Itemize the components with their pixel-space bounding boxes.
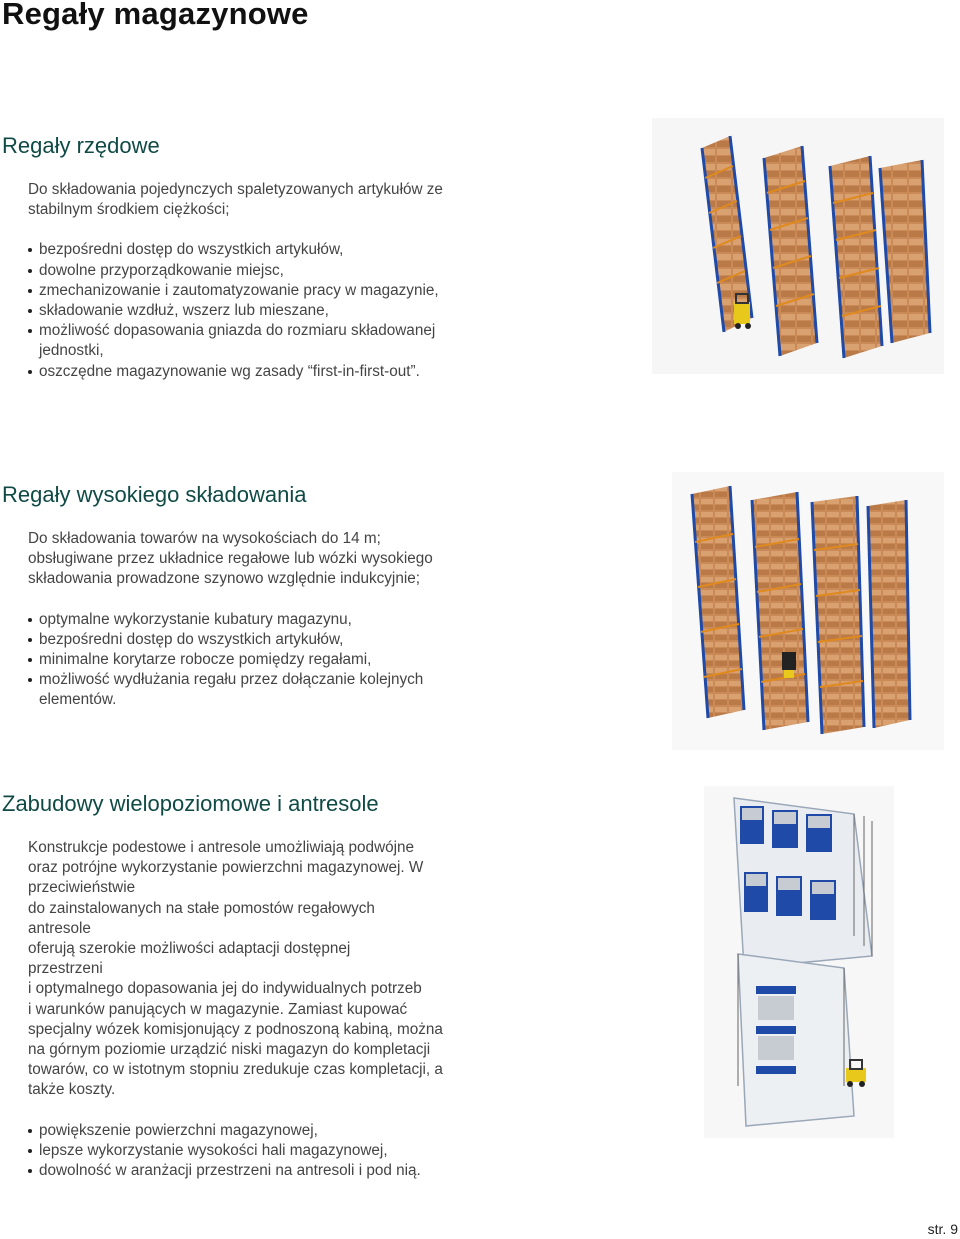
list-item-line: jednostki, [39,342,104,360]
intro-line: stabilnym środkiem ciężkości; [28,201,230,219]
intro-line: oraz potrójne wykorzystanie powierzchni magazynowej. W [28,859,424,877]
section-intro [28,529,498,590]
list-item: bezpośredni dostęp do wszystkich artykułów, [28,240,498,260]
feature-list [28,240,498,381]
intro-line: do zainstalowanych na stałe pomostów regałowych [28,899,375,917]
list-item: zmechanizowanie i zautomatyzowanie pracy w magazynie, [28,281,498,301]
list-item: bezpośredni dostęp do wszystkich artykułów, [28,630,498,650]
intro-line: Konstrukcje podestowe i antresole umożliwiają podwójne [28,839,415,856]
list-item [28,670,498,710]
section-title-selective-racks: Regały rzędowe [2,133,160,158]
intro-line: specjalny wózek komisjonujący z podnoszoną kabiną, można [28,1020,443,1038]
list-item: dowolne przyporządkowanie miejsc, [28,261,498,281]
intro-line: Do składowania towarów na wysokościach do 14 m; [28,530,381,547]
intro-line: także koszty. [28,1081,116,1099]
intro-line: i warunków panujących w magazynie. Zamiast kupować [28,1000,408,1018]
list-item: dowolność w aranżacji przestrzeni na antresoli i pod nią. [28,1161,498,1181]
section-intro [28,838,498,1101]
selective-racks-illustration [652,118,944,374]
intro-line: składowania prowadzone szynowo względnie indukcyjnie; [28,570,420,588]
section-title-high-bay-racks: Regały wysokiego składowania [2,482,307,507]
section-intro [28,180,498,220]
section-body-mezzanines [28,838,498,1181]
rack-row [812,496,864,734]
section-body-selective-racks [28,180,498,382]
intro-line: i optymalnego dopasowania jej do indywidualnych potrzeb [28,980,422,998]
page-title: Regały magazynowe [2,0,309,31]
intro-line: obsługiwane przez układnice regałowe lub wózki wysokiego [28,550,433,568]
list-item: oszczędne magazynowanie wg zasady “first-in-first-out”. [28,362,498,382]
list-item-line: możliwość dopasowania gniazda do rozmiaru składowanej [39,322,436,340]
mezzanine-illustration [704,786,894,1138]
lower-mezzanine [738,954,854,1126]
intro-line: przeciwieństwie [28,879,136,897]
section-body-high-bay-racks [28,529,498,711]
list-item: powiększenie powierzchni magazynowej, [28,1121,498,1141]
list-item-line: elementów. [39,691,117,709]
intro-line: antresole [28,919,91,937]
list-item: minimalne korytarze robocze pomiędzy regałami, [28,650,498,670]
upper-mezzanine [734,798,872,968]
intro-line: na górnym poziomie urządzić niski magazyn do kompletacji [28,1041,431,1059]
list-item: lepsze wykorzystanie wysokości hali magazynowej, [28,1141,498,1161]
page-number: str. 9 [927,1221,958,1237]
section-title-mezzanines: Zabudowy wielopoziomowe i antresole [2,791,379,816]
stacker-crane-icon [782,652,796,678]
rack-row [868,500,910,728]
list-item: optymalne wykorzystanie kubatury magazynu, [28,610,498,630]
list-item-line: możliwość wydłużania regału przez dołączanie kolejnych [39,671,424,689]
intro-line: towarów, co w istotnym stopniu zredukuje czas kompletacji, a [28,1061,443,1079]
high-bay-racks-illustration [672,472,944,750]
list-item: składowanie wzdłuż, wszerz lub mieszane, [28,301,498,321]
intro-line: Do składowania pojedynczych spaletyzowanych artykułów ze [28,181,443,198]
list-item [28,321,498,361]
feature-list [28,1121,498,1182]
intro-line: oferują szerokie możliwości adaptacji dostępnej [28,940,351,958]
feature-list [28,610,498,711]
intro-line: przestrzeni [28,960,103,978]
